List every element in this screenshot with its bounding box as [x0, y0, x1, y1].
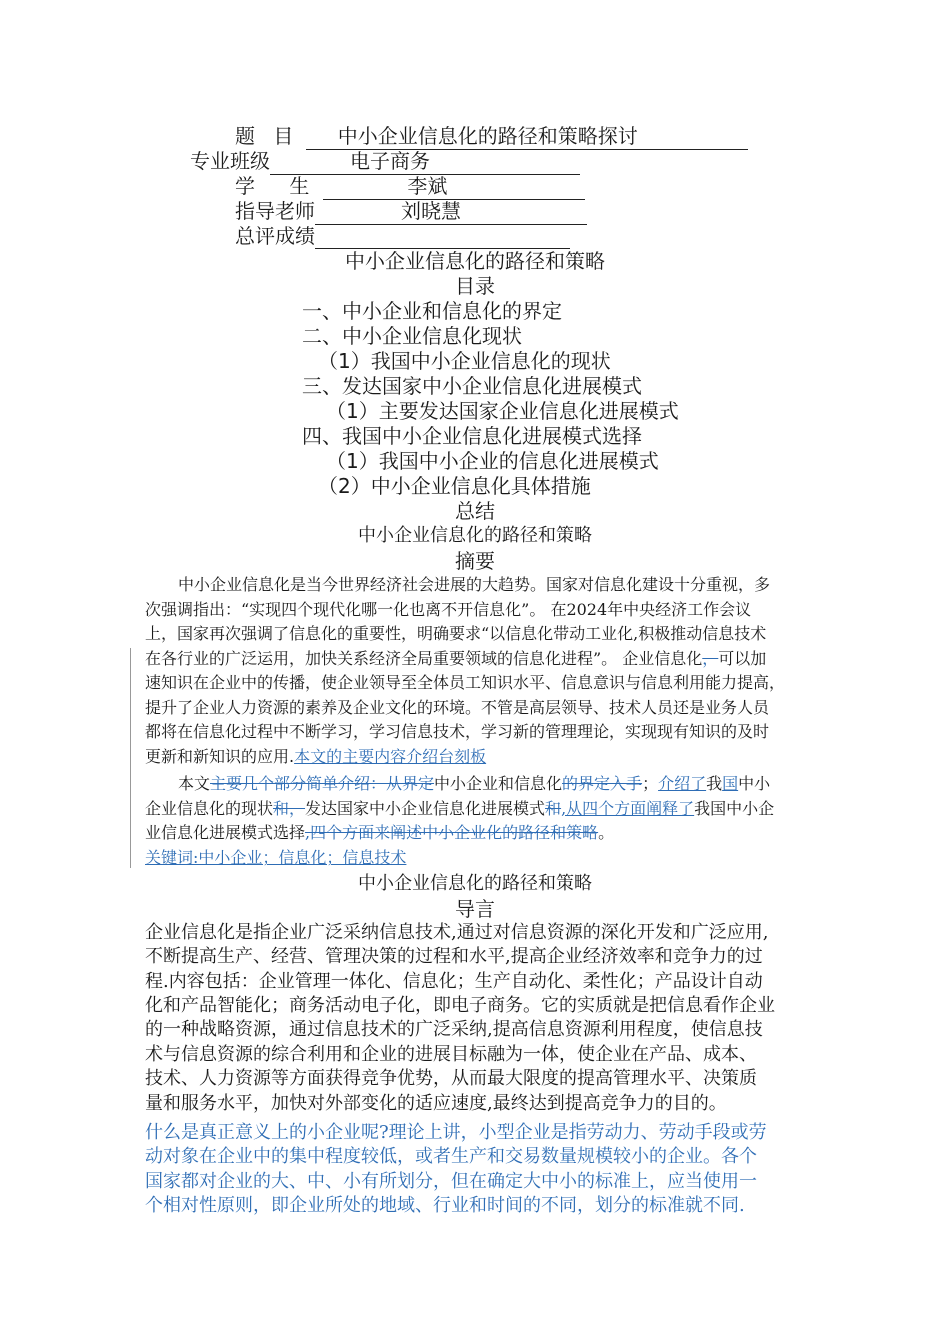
- deleted-text: ，: [702, 649, 719, 668]
- abstract-line: 上，国家再次强调了信息化的重要性，明确要求“以信息化带动工业化,积极推动信息技术: [145, 624, 767, 643]
- abstract-title: 摘要: [455, 549, 495, 573]
- toc-item: 四、我国中小企业信息化进展模式选择: [302, 424, 642, 448]
- intro-line: 化和产品智能化；商务活动电子化，即电子商务。它的实质就是把信息看作企业: [145, 995, 775, 1016]
- deleted-text: ,四个方面来阐述中小企业化的路径和策略: [305, 823, 599, 842]
- intro-line: 量和服务水平，加快对外部变化的适应速度,最终达到提高竞争力的目的。: [145, 1093, 727, 1114]
- toc-title: 目录: [455, 274, 495, 298]
- toc-item: 二、中小企业信息化现状: [302, 324, 522, 348]
- intro-blue-line: 动对象在企业中的集中程度较低，或者生产和交易数量规模较小的企业。各个: [145, 1146, 757, 1167]
- intro-blue-line: 国家都对企业的大、中、小有所划分，但在确定大中小的标准上，应当使用一: [145, 1171, 757, 1192]
- abstract-line: 速知识在企业中的传播，使企业领导至全体员工知识水平、信息意识与信息利用能力提高，: [145, 673, 786, 692]
- title-label: 题 目: [235, 124, 300, 148]
- deleted-text: 和，: [273, 799, 306, 818]
- grade-value: [315, 224, 570, 249]
- abstract-heading: 中小企业信息化的路径和策略: [358, 525, 592, 546]
- abstract-line: 次强调指出：“实现四个现代化哪一化也离不开信息化”。 在2024年中央经济工作会议: [145, 600, 752, 619]
- intro-line: 术与信息资源的综合利用和企业的进展目标融为一体，使企业在产品、成本、: [145, 1044, 757, 1065]
- abstract-line: 提升了企业人力资源的素养及企业文化的环境。不管是高层领导、技术人员还是业务人员: [145, 698, 770, 717]
- deleted-text: 主要几个部分简单介绍：从界定: [210, 774, 435, 793]
- class-label: 专业班级: [190, 149, 270, 173]
- intro-line: 技术、人力资源等方面获得竞争优势，从而最大限度的提高管理水平、决策质: [145, 1068, 757, 1089]
- toc-heading: 中小企业信息化的路径和策略: [345, 249, 605, 273]
- inserted-text: 介绍了: [658, 774, 707, 793]
- student-label: 学 生: [235, 174, 324, 198]
- abstract-p2-line: 企业信息化的现状和，发达国家中小企业信息化进展模式和,从四个方面阐释了我国中小企: [145, 799, 775, 818]
- advisor-value: 刘晓慧: [315, 199, 587, 225]
- intro-line: 不断提高生产、经营、管理决策的过程和水平,提高企业经济效率和竞争力的过: [145, 946, 763, 967]
- intro-line: 程.内容包括：企业管理一体化、信息化；生产自动化、柔性化；产品设计自动: [145, 971, 763, 992]
- abstract-line: 在各行业的广泛运用，加快关系经济全局重要领域的信息化进程”。 企业信息化，可以加: [145, 649, 767, 668]
- intro-blue-line: 个相对性原则，即企业所处的地域、行业和时间的不同，划分的标准就不同.: [145, 1195, 745, 1216]
- abstract-line: 都将在信息化过程中不断学习，学习信息技术，学习新的管理理论，实现现有知识的及时: [145, 722, 770, 741]
- student-row: [235, 174, 585, 200]
- deleted-text: 和: [545, 799, 562, 818]
- toc-item: 三、发达国家中小企业信息化进展模式: [302, 374, 642, 398]
- deleted-text: 的界定入手: [562, 774, 643, 793]
- abstract-p2-line: 本文主要几个部分简单介绍：从界定中小企业和信息化的界定入手；介绍了我国中小: [178, 774, 771, 793]
- title-value: 中小企业信息化的路径和策略探讨: [306, 124, 748, 150]
- inserted-text: ,从四个方面阐释了: [561, 799, 695, 818]
- class-row: [190, 149, 580, 175]
- advisor-row: [235, 199, 587, 225]
- student-value: 李斌: [323, 174, 585, 200]
- intro-blue-line: 什么是真正意义上的小企业呢?理论上讲，小型企业是指劳动力、劳动手段或劳: [145, 1122, 767, 1143]
- grade-row: [235, 224, 570, 249]
- toc-item: 总结: [455, 499, 495, 523]
- toc-item: 一、中小企业和信息化的界定: [302, 299, 562, 323]
- intro-line: 企业信息化是指企业广泛采纳信息技术,通过对信息资源的深化开发和广泛应用,: [145, 922, 769, 943]
- advisor-label: 指导老师: [235, 199, 315, 223]
- abstract-line: 更新和新知识的应用.本文的主要内容介绍台刻板: [145, 747, 487, 766]
- toc-item: （1）我国中小企业信息化的现状: [318, 349, 611, 373]
- class-value: 电子商务: [270, 149, 580, 175]
- keywords: 关键词:中小企业；信息化；信息技术: [145, 848, 407, 867]
- abstract-line: 中小企业信息化是当今世界经济社会进展的大趋势。国家对信息化建设十分重视，多: [178, 575, 771, 594]
- intro-line: 的一种战略资源，通过信息技术的广泛采纳,提高信息资源利用程度，使信息技: [145, 1019, 763, 1040]
- inserted-text: 国: [722, 774, 739, 793]
- title-row: [235, 124, 748, 150]
- abstract-p2-line: 业信息化进展模式选择,四个方面来阐述中小企业化的路径和策略。: [145, 823, 615, 842]
- toc-item: （1）我国中小企业的信息化进展模式: [326, 449, 659, 473]
- inserted-text: 本文的主要内容介绍台刻板: [294, 747, 487, 766]
- grade-label: 总评成绩: [235, 224, 315, 248]
- toc-item: （2）中小企业信息化具体措施: [318, 474, 591, 498]
- intro-heading: 中小企业信息化的路径和策略: [358, 873, 592, 894]
- toc-item: （1）主要发达国家企业信息化进展模式: [326, 399, 679, 423]
- revision-bar: [130, 648, 131, 868]
- intro-title: 导言: [455, 897, 495, 921]
